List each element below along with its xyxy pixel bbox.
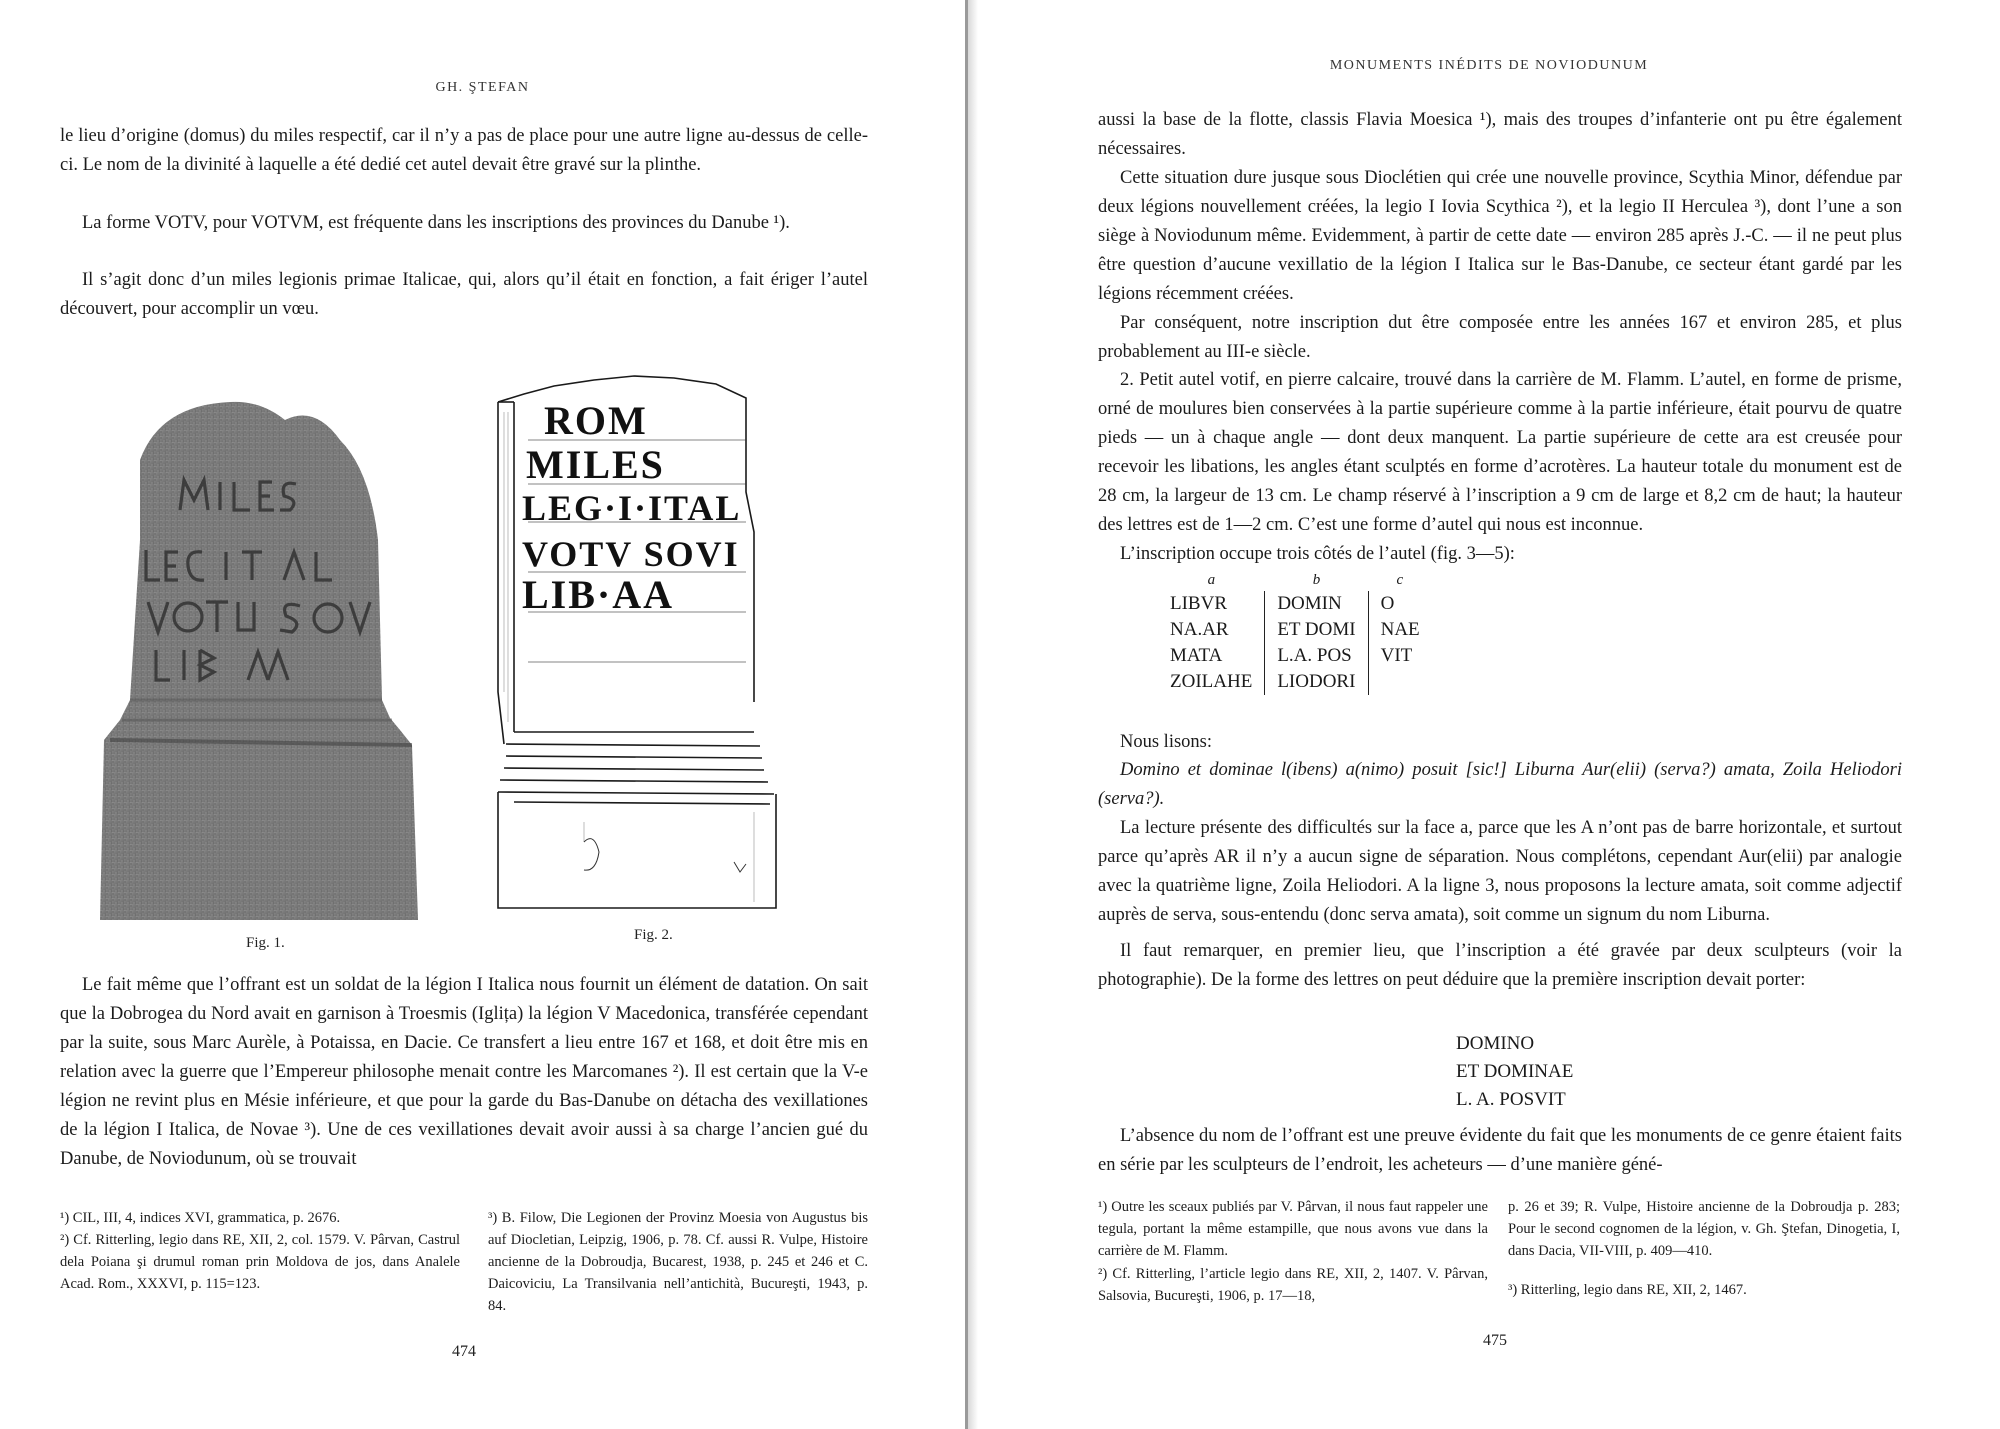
insc-cell: LIBVR [1158,591,1265,617]
left-footnote-2: ²) Cf. Ritterling, legio dans RE, XII, 2, col. 1579. V. Pârvan, Castrul dela Poiana şi drumul roman prin Moldova de jos, dans Analele Acad. Rom., XXXVI, p. 115=123. [60,1232,460,1292]
right-paragraph-6: Nous lisons: [1120,732,1213,752]
insc-head-c: c [1396,572,1404,588]
right-paragraph-5: L’inscription occupe trois côtés de l’autel (fig. 3—5): [1120,544,1515,564]
right-paragraph-10: L’absence du nom de l’offrant est une preuve évidente du fait que les monuments de ce genre étaient faits en série par les sculpteurs de l’endroit, les acheteurs — d’une manière géné- [1098,1126,1902,1175]
insc-head-b: b [1312,572,1321,588]
right-paragraph-1: aussi la base de la flotte, classis Flavia Moesica ¹), mais des troupes d’infanterie ont pu être également nécessaires. [1098,110,1902,159]
insc-cell: DOMIN [1265,591,1368,617]
drawing-line-2: MILES [526,442,665,487]
right-page-number: 475 [1483,1332,1507,1349]
right-running-head: MONUMENTS INÉDITS DE NOVIODUNUM [1329,58,1649,73]
right-footnote-1: ¹) Outre les sceaux publiés par V. Pârvan, il nous faut rappeler une tegula, portant la même estampille, que nous avons vue dans la carrière de M. Flamm. [1098,1199,1488,1259]
inscription-table [1158,572,1432,695]
center-line-2: ET DOMINAE [1456,1061,1574,1082]
center-line-3: L. A. POSVIT [1456,1089,1566,1110]
right-paragraph-2: Cette situation dure jusque sous Dioclétien qui crée une nouvelle province, Scythia Minor, défendue par deux légions nouvellement créées, la legio I Iovia Scythica ²), et la legio II Herculea ³), dont l’une a son siège à Noviodunum même. Evidemment, à partir de cette date — environ 285 après J.-C. — il ne peut plus être question d’aucune vexillatio de la légion I Italica sur le Bas-Danube, ce secteur étant gardé par les légions récemment créées. [1098,168,1902,304]
left-paragraph-1: le lieu d’origine (domus) du miles respectif, car il n’y a pas de place pour une autre ligne au-dessus de celle-ci. Le nom de la divinité à laquelle a été dedié cet autel devait être gravé sur la plinthe. [60,126,868,175]
drawing-line-3: LEG·I·ITAL [522,488,742,528]
right-paragraph-8: La lecture présente des difficultés sur la face a, parce que les A n’ont pas de barre horizontale, et surtout parce qu’après AR il n’y a aucun signe de séparation. Nous complétons, cependant Aur(elii) par analogie avec la quatrième ligne, Zoila Heliodori. A la ligne 3, nous proposons la lecture amata, soit comme adjectif auprès de serva, sous-entendu (donc serva amata), soit comme un signum du nom Liburna. [1098,818,1902,925]
insc-cell: L.A. POS [1265,643,1368,669]
right-page [978,0,2000,1429]
insc-cell: MATA [1158,643,1265,669]
altar-line-drawing [484,372,808,910]
left-footnote-1: ¹) CIL, III, 4, indices XVI, grammatica, p. 2676. [60,1210,341,1226]
fig1-caption: Fig. 1. [246,935,285,951]
insc-row [1158,617,1432,643]
left-paragraph-4: Le fait même que l’offrant est un soldat de la légion I Italica nous fournit un élément de datation. On sait que la Dobrogea du Nord avait en garnison à Troesmis (Iglița) la légion V Macedonica, transférée cependant par la suite, sous Marc Aurèle, à Potaissa, en Dacie. Ce transfert a lieu entre 167 et 168, et doit être mis en relation avec la guerre que l’Empereur philosophe menait contre les Marcomanes ²). Il est certain que la V-e légion ne revint plus en Mésie inférieure, et que pour la garde du Bas-Danube on détacha des vexillationes de la légion I Italica, de Novae ³). Une de ces vexillationes devait avoir aussi à sa charge l’ancien gué du Danube, de Noviodunum, où se trouvait [60,975,868,1169]
insc-cell: O [1380,593,1395,614]
right-footnote-2-continued: p. 26 et 39; R. Vulpe, Histoire ancienne de la Dobroudja p. 283; Pour le second cognomen de la légion, v. Gh. Ştefan, Dinogetia, I, dans Dacia, VII-VIII, p. 409—410. [1508,1199,1900,1259]
right-paragraph-7: Domino et dominae l(ibens) a(nimo) posuit [sic!] Liburna Aur(elii) (serva?) amata, Zoila Heliodori (serva?). [1098,760,1902,809]
right-footnote-2: ²) Cf. Ritterling, l’article legio dans RE, XII, 2, 1407. V. Pârvan, Salsovia, Bucureşti, 1906, p. 17—18, [1098,1266,1488,1304]
left-running-head: GH. ŞTEFAN [435,80,530,95]
altar-photograph [100,400,420,920]
fig2-caption: Fig. 2. [634,927,673,943]
insc-row [1158,643,1432,669]
insc-row [1158,591,1432,617]
right-paragraph-4: 2. Petit autel votif, en pierre calcaire, trouvé dans la carrière de M. Flamm. L’autel, en forme de prisme, orné de moulures bien conservées à la partie supérieure comme à la partie inférieure, était pourvu de quatre pieds — un à chaque angle — dont deux manquent. La partie supérieure de cette ara est creusée pour recevoir les libations, les angles étant sculptés en forme d’acrotères. La hauteur totale du monument est de 28 cm, la largeur de 13 cm. Le champ réservé à l’inscription a 9 cm de large et 8,2 cm de haut; la hauteur des lettres est de 1—2 cm. C’est une forme d’autel qui nous est inconnue. [1098,370,1902,535]
left-page-number: 474 [452,1343,476,1360]
insc-cell: ET DOMI [1265,617,1368,643]
drawing-line-4: VOTV SOVI [522,534,740,574]
insc-cell: ZOILAHE [1158,669,1265,695]
drawing-line-5: LIB·AA [522,572,675,617]
left-footnote-3: ³) B. Filow, Die Legionen der Provinz Moesia von Augustus bis auf Diocletian, Leipzig, 1906, p. 78. Cf. aussi R. Vulpe, Histoire ancienne de la Dobroudja, Bucarest, 1938, p. 245 et 246 et C. Daicoviciu, La Transilvania nell’antichità, Bucureşti, 1943, p. 84. [488,1210,868,1314]
drawing-line-1: ROM [544,398,648,443]
insc-row [1158,669,1432,695]
center-line-1: DOMINO [1456,1033,1535,1054]
right-footnote-3: ³) Ritterling, legio dans RE, XII, 2, 1467. [1508,1282,1747,1298]
insc-cell: NA.AR [1158,617,1265,643]
insc-cell [1368,669,1432,695]
left-page [0,0,965,1429]
insc-cell: NAE [1380,619,1420,640]
reconstructed-inscription [1456,1030,1573,1114]
insc-cell: LIODORI [1265,669,1368,695]
gutter-shadow [968,0,978,1429]
left-paragraph-2: La forme VOTV, pour VOTVM, est fréquente dans les inscriptions des provinces du Danube ¹). [82,213,790,233]
insc-head-a: a [1207,572,1216,588]
right-paragraph-3: Par conséquent, notre inscription dut être composée entre les années 167 et environ 285, et plus probablement au III-e siècle. [1098,313,1902,362]
right-paragraph-9: Il faut remarquer, en premier lieu, que l’inscription a été gravée par deux sculpteurs (voir la photographie). De la forme des lettres on peut déduire que la première inscription devait porter: [1098,941,1902,990]
insc-cell: VIT [1380,645,1413,666]
left-paragraph-3: Il s’agit donc d’un miles legionis primae Italicae, qui, alors qu’il était en fonction, a fait ériger l’autel découvert, pour accomplir un vœu. [60,270,868,319]
